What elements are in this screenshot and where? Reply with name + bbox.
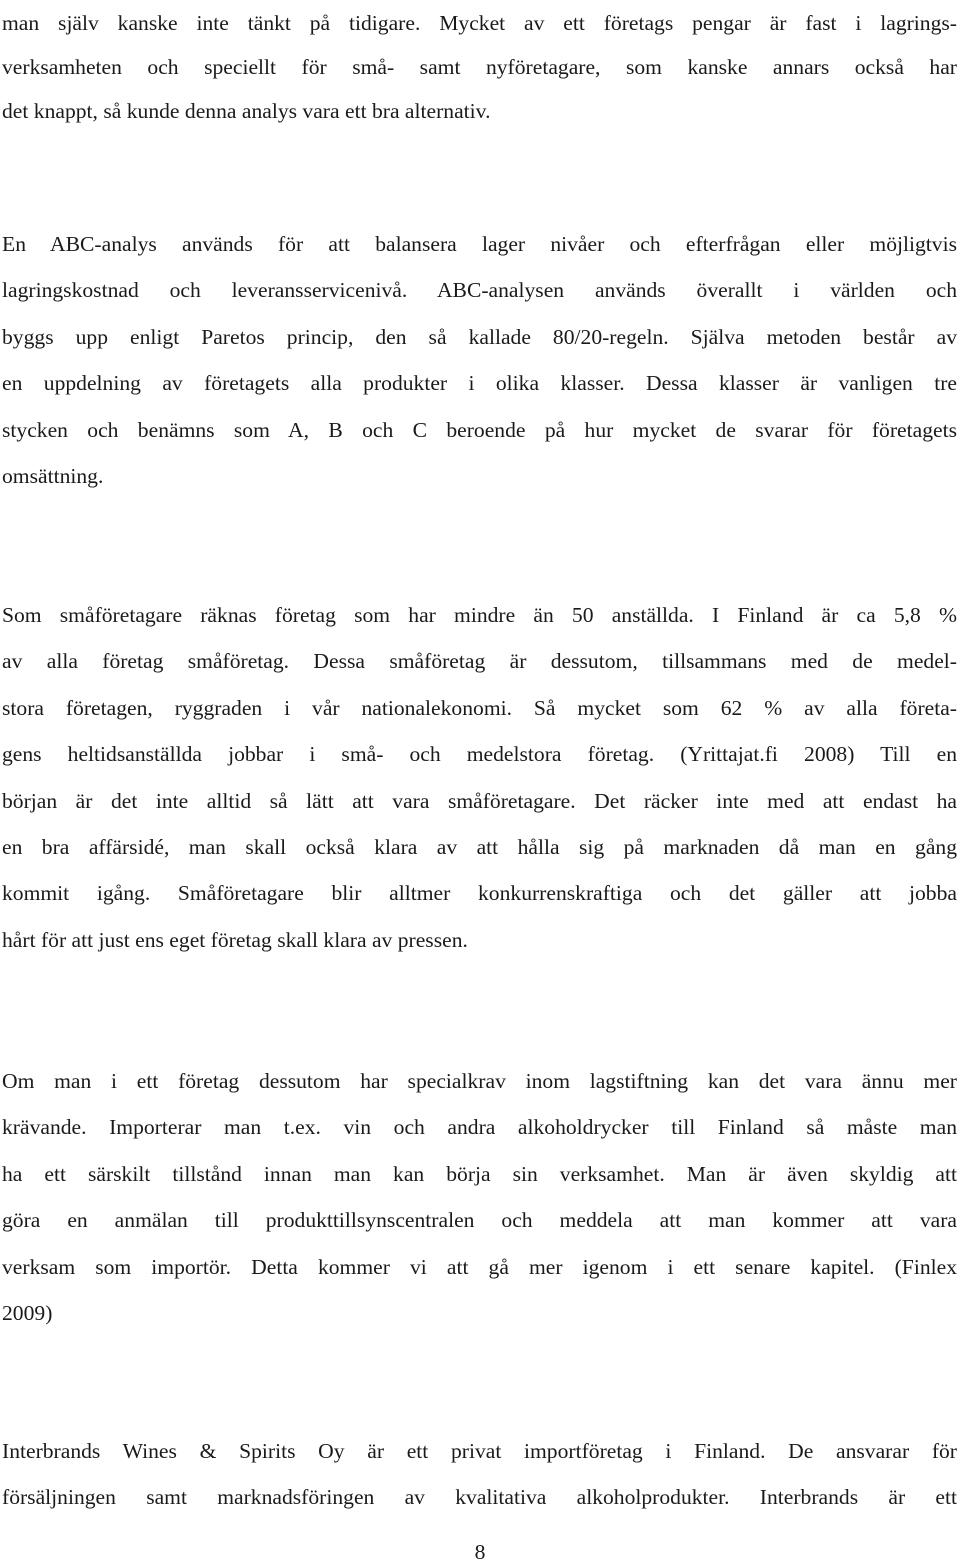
text-line: göra en anmälan till produkttillsynscentralen och meddela att man kommer att vara <box>2 1208 957 1233</box>
text-line: gens heltidsanställda jobbar i små- och medelstora företag. (Yrittajat.fi 2008) Till en <box>2 742 957 767</box>
text-line: hårt för att just ens eget företag skall klara av pressen. <box>2 927 468 952</box>
text-line: Om man i ett företag dessutom har specialkrav inom lagstiftning kan det vara ännu mer <box>2 1069 957 1093</box>
text-line: en bra affärsidé, man skall också klara av att hålla sig på marknaden då man en gång <box>2 835 957 860</box>
text-line: av alla företag småföretag. Dessa småföretag är dessutom, tillsammans med de medel- <box>2 649 957 674</box>
text-line: En ABC-analys används för att balansera lager nivåer och efterfrågan eller möjligtvis <box>2 232 957 256</box>
text-line: verksam som importör. Detta kommer vi att gå mer igenom i ett senare kapitel. (Finlex <box>2 1254 957 1279</box>
text-line: lagringskostnad och leveransservicenivå. ABC-analysen används överallt i världen och <box>2 278 957 303</box>
text-line: början är det inte alltid så lätt att vara småföretagare. Det räcker inte med att endast ha <box>2 788 957 813</box>
paragraph-abc-analysis <box>2 221 957 499</box>
text-line: det knappt, så kunde denna analys vara ett bra alternativ. <box>2 99 491 123</box>
text-line: stora företagen, ryggraden i vår nationalekonomi. Så mycket som 62 % av alla företa- <box>2 695 957 720</box>
text-line: stycken och benämns som A, B och C beroende på hur mycket de svarar för företagets <box>2 417 957 442</box>
text-line: 2009) <box>2 1301 53 1326</box>
text-line: en uppdelning av företagets alla produkter i olika klasser. Dessa klasser är vanligen tre <box>2 371 957 396</box>
text-line: man själv kanske inte tänkt på tidigare. Mycket av ett företags pengar är fast i lagrings- <box>2 11 957 35</box>
text-line: byggs upp enligt Paretos princip, den så kallade 80/20-regeln. Själva metoden består av <box>2 324 957 349</box>
text-line: Interbrands Wines & Spirits Oy är ett privat importföretag i Finland. De ansvarar för <box>2 1439 957 1463</box>
page-number: 8 <box>474 1540 486 1564</box>
paragraph-storage-intro <box>2 1 957 133</box>
text-line: kommit igång. Småföretagare blir alltmer konkurrenskraftiga och det gäller att jobba <box>2 881 957 906</box>
text-line: krävande. Importerar man t.ex. vin och andra alkoholdrycker till Finland så måste man <box>2 1115 957 1140</box>
text-line: försäljningen samt marknadsföringen av kvalitativa alkoholprodukter. Interbrands är ett <box>2 1485 957 1510</box>
text-line: verksamheten och speciellt för små- samt nyföretagare, som kanske annars också har <box>2 55 957 79</box>
paragraph-interbrands <box>2 1428 957 1521</box>
text-line: Som småföretagare räknas företag som har mindre än 50 anställda. I Finland är ca 5,8 % <box>2 603 957 627</box>
text-line: ha ett särskilt tillstånd innan man kan börja sin verksamhet. Man är även skyldig att <box>2 1161 957 1186</box>
paragraph-small-business <box>2 592 957 963</box>
paragraph-legislation <box>2 1058 957 1336</box>
text-line: omsättning. <box>2 464 104 489</box>
